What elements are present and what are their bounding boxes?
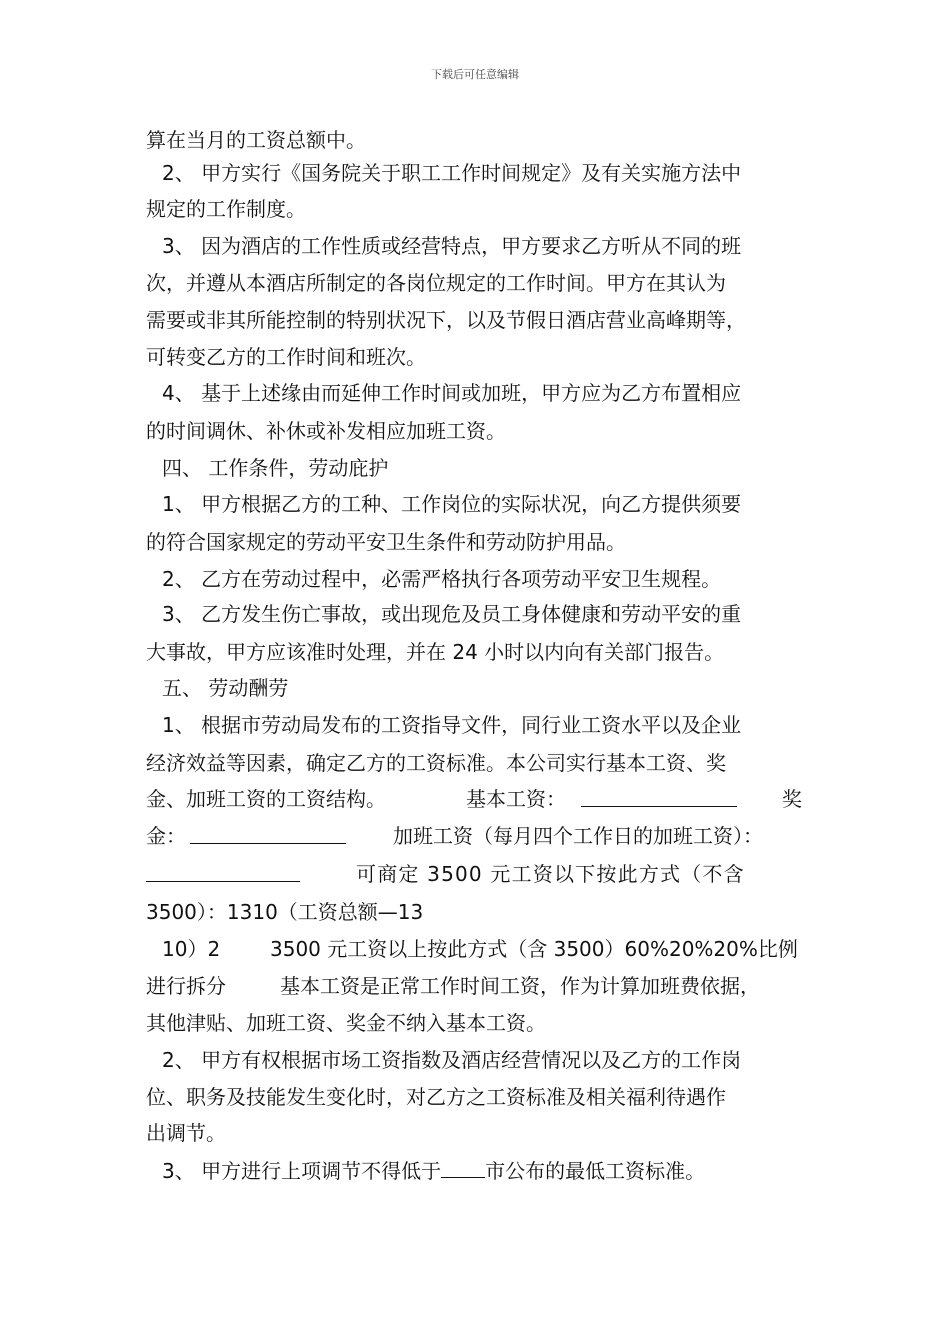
body-line: 次，并遵从本酒店所制定的各岗位规定的工作时间。甲方在其认为 (146, 271, 726, 295)
body-line: 3、 因为酒店的工作性质或经营特点，甲方要求乙方听从不同的班 (162, 234, 742, 258)
body-line (162, 1157, 705, 1184)
section-heading: 四、 工作条件，劳动庇护 (162, 456, 389, 480)
bonus-label-part: 奖 (782, 787, 802, 811)
overtime-label: 加班工资（每月四个工作日的加班工资）： (393, 824, 763, 848)
bonus-label-part: 金： (146, 824, 186, 848)
city-blank (441, 1157, 485, 1178)
body-line: 算在当月的工资总额中。 (146, 128, 366, 152)
line-segment: 市公布的最低工资标准。 (485, 1159, 706, 1183)
body-line: 可商定 3500 元工资以下按此方式（不含 (356, 862, 745, 886)
overtime-blank (146, 861, 300, 888)
body-line: 的时间调休、补休或补发相应加班工资。 (146, 419, 506, 443)
body-line: 3500 元工资以上按此方式（含 3500）60%20%20%比例 (270, 937, 798, 961)
page-header: 下载后可任意编辑 (431, 68, 519, 81)
body-line (146, 786, 386, 812)
body-line: 3500）：1310（工资总额—13 (146, 900, 424, 924)
body-line: 规定的工作制度。 (146, 197, 306, 221)
base-salary-label: 基本工资： (466, 787, 566, 811)
body-line: 经济效益等因素，确定乙方的工资标准。本公司实行基本工资、奖 (146, 751, 726, 775)
base-salary-blank (581, 786, 737, 813)
body-line: 2、 甲方实行《国务院关于职工工作时间规定》及有关实施方法中 (162, 161, 742, 185)
section-heading: 五、 劳动酬劳 (162, 676, 289, 700)
body-line: 位、职务及技能发生变化时，对乙方之工资标准及相关福利待遇作 (146, 1085, 726, 1109)
line-segment: 金、加班工资的工资结构。 (146, 787, 386, 811)
body-line: 1、 根据市劳动局发布的工资指导文件，同行业工资水平以及企业 (162, 713, 742, 737)
body-line: 2、 甲方有权根据市场工资指数及酒店经营情况以及乙方的工作岗 (162, 1048, 742, 1072)
body-line: 4、 基于上述缘由而延伸工作时间或加班，甲方应为乙方布置相应 (162, 381, 742, 405)
line-segment: 3、 甲方进行上项调节不得低于 (162, 1159, 442, 1183)
body-line: 大事故，甲方应该准时处理，并在 24 小时以内向有关部门报告。 (146, 640, 725, 664)
body-line: 其他津贴、加班工资、奖金不纳入基本工资。 (146, 1011, 546, 1035)
body-line: 1、 甲方根据乙方的工种、工作岗位的实际状况，向乙方提供须要 (162, 492, 742, 516)
body-line: 可转变乙方的工作时间和班次。 (146, 345, 426, 369)
body-line: 2、 乙方在劳动过程中，必需严格执行各项劳动平安卫生规程。 (162, 567, 722, 591)
body-line: 的符合国家规定的劳动平安卫生条件和劳动防护用品。 (146, 530, 626, 554)
bonus-blank (190, 823, 346, 850)
body-line: 基本工资是正常工作时间工资，作为计算加班费依据， (280, 974, 760, 998)
body-line: 出调节。 (146, 1121, 226, 1145)
body-line: 进行拆分 (146, 974, 226, 998)
body-line: 3、 乙方发生伤亡事故，或出现危及员工身体健康和劳动平安的重 (162, 602, 742, 626)
body-line: 需要或非其所能控制的特别状况下，以及节假日酒店营业高峰期等， (146, 308, 746, 332)
body-line: 10）2 (162, 937, 221, 961)
